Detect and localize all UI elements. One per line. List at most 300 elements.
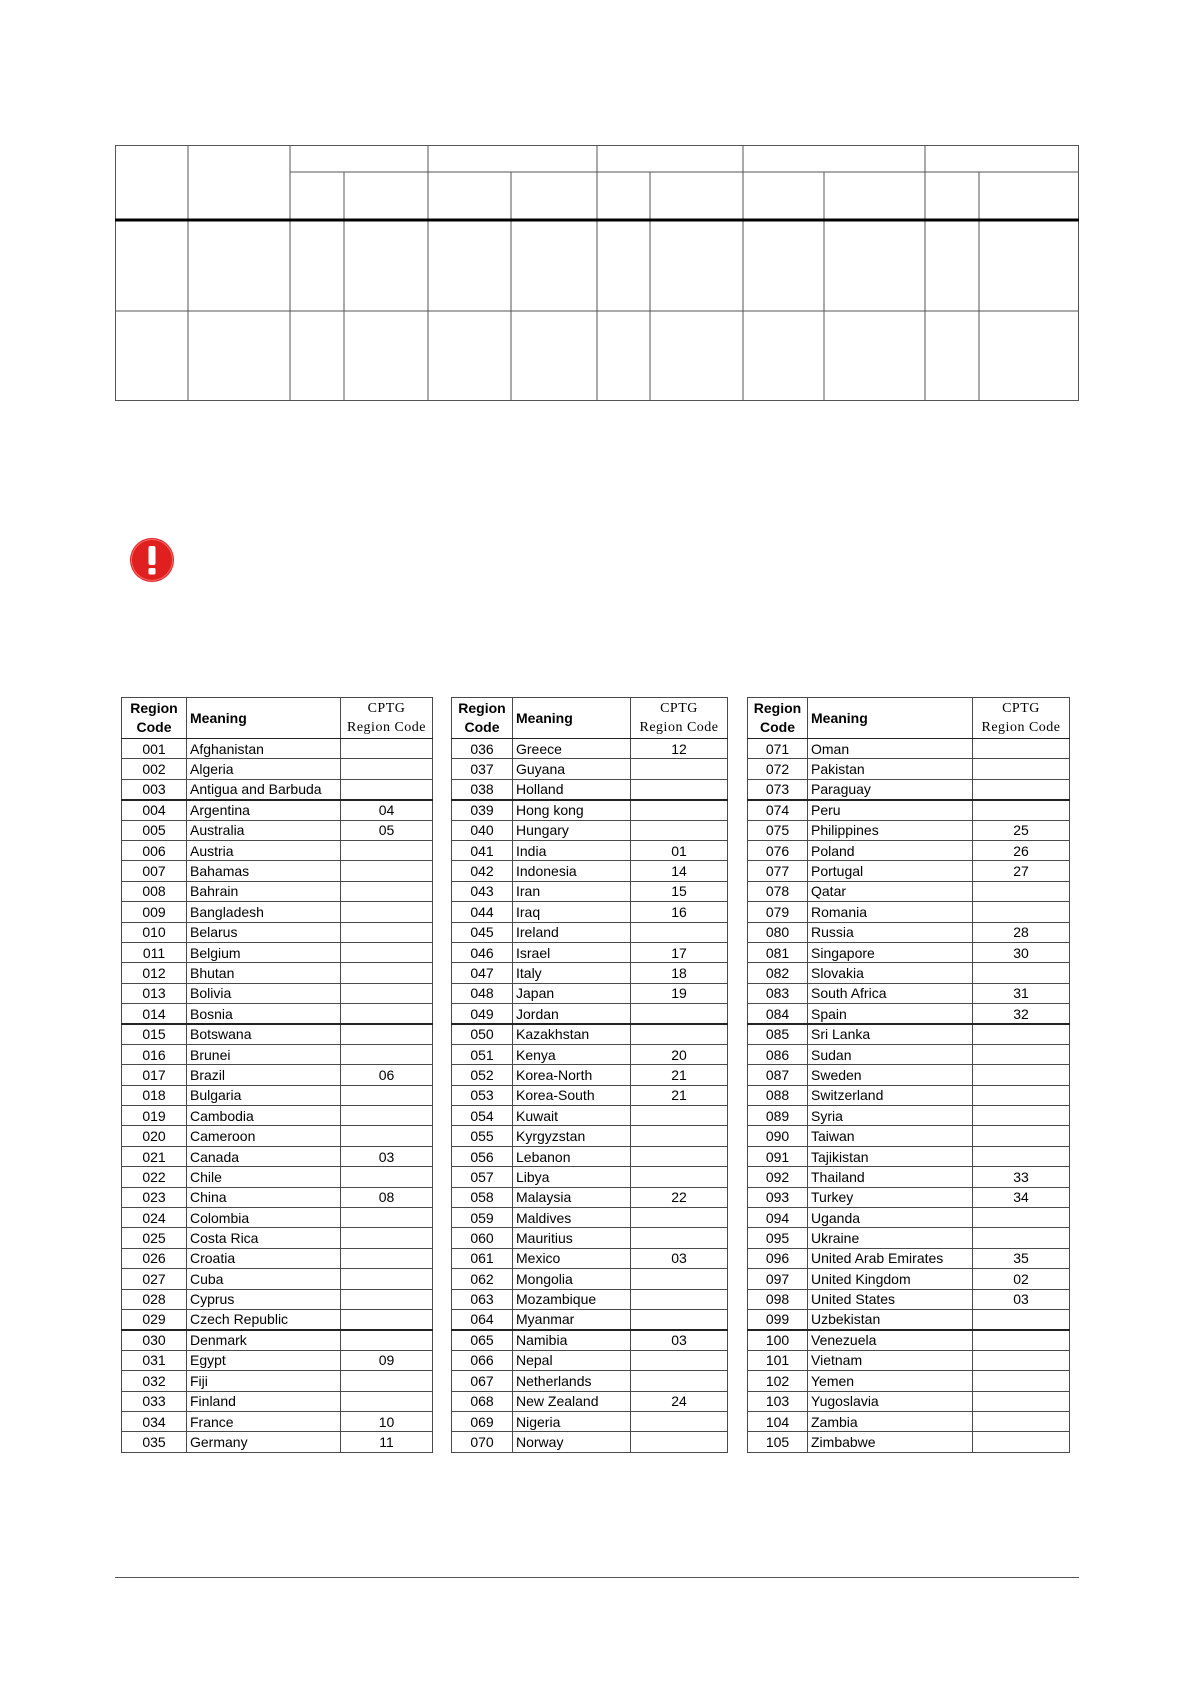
table-row [748, 1106, 1070, 1126]
meaning-cell: Lebanon [513, 1146, 631, 1166]
region-code-cell: 064 [452, 1309, 513, 1329]
meaning-cell: Kyrgyzstan [513, 1126, 631, 1146]
table-row [122, 942, 433, 962]
region-code-cell: 013 [122, 983, 187, 1003]
meaning-cell: Bangladesh [187, 902, 341, 922]
region-code-cell: 105 [748, 1432, 808, 1452]
meaning-cell: Jordan [513, 1004, 631, 1024]
cptg-code-cell [631, 1207, 728, 1227]
table-row [122, 1126, 433, 1146]
cptg-code-cell [631, 1106, 728, 1126]
table-row [452, 820, 728, 840]
meaning-cell: Japan [513, 983, 631, 1003]
meaning-cell: Greece [513, 739, 631, 759]
region-code-cell: 096 [748, 1248, 808, 1268]
region-code-cell: 023 [122, 1187, 187, 1207]
table-row [452, 1228, 728, 1248]
cptg-code-cell [973, 1432, 1070, 1452]
region-code-cell: 067 [452, 1371, 513, 1391]
table-header-row [452, 698, 728, 739]
region-code-cell: 082 [748, 963, 808, 983]
cptg-code-cell: 05 [341, 820, 433, 840]
cptg-code-cell [973, 1085, 1070, 1105]
meaning-cell: Croatia [187, 1248, 341, 1268]
region-code-cell: 101 [748, 1350, 808, 1370]
region-code-cell: 071 [748, 739, 808, 759]
meaning-cell: Antigua and Barbuda [187, 779, 341, 799]
region-code-cell: 058 [452, 1187, 513, 1207]
meaning-cell: New Zealand [513, 1391, 631, 1411]
region-code-cell: 069 [452, 1411, 513, 1431]
region-code-cell: 103 [748, 1391, 808, 1411]
cptg-code-cell: 15 [631, 881, 728, 901]
table-row [748, 1085, 1070, 1105]
table-row [452, 861, 728, 881]
cptg-code-cell [973, 881, 1070, 901]
cptg-code-cell [973, 963, 1070, 983]
region-code-cell: 081 [748, 942, 808, 962]
table-row [452, 800, 728, 820]
meaning-cell: Sri Lanka [808, 1024, 973, 1044]
region-code-cell: 017 [122, 1065, 187, 1085]
region-code-cell: 028 [122, 1289, 187, 1309]
cptg-code-cell [631, 1309, 728, 1329]
region-code-cell: 056 [452, 1146, 513, 1166]
cptg-code-cell [341, 1004, 433, 1024]
region-code-cell: 042 [452, 861, 513, 881]
cptg-code-cell: 02 [973, 1269, 1070, 1289]
cptg-code-cell [631, 1269, 728, 1289]
meaning-cell: Slovakia [808, 963, 973, 983]
table-row [452, 1207, 728, 1227]
region-code-cell: 014 [122, 1004, 187, 1024]
table-row [452, 1004, 728, 1024]
cptg-code-cell: 21 [631, 1065, 728, 1085]
cptg-code-cell [631, 820, 728, 840]
meaning-cell: Hong kong [513, 800, 631, 820]
table-row [748, 1391, 1070, 1411]
region-code-cell: 039 [452, 800, 513, 820]
table-row [452, 840, 728, 860]
table-row [748, 1228, 1070, 1248]
table-row [748, 942, 1070, 962]
cptg-code-cell [341, 1106, 433, 1126]
cptg-code-cell [341, 1289, 433, 1309]
meaning-cell: Vietnam [808, 1350, 973, 1370]
region-code-cell: 084 [748, 1004, 808, 1024]
cptg-code-cell [341, 1391, 433, 1411]
table-row [452, 881, 728, 901]
cptg-code-cell: 06 [341, 1065, 433, 1085]
header-meaning: Meaning [187, 698, 341, 739]
empty-grid-lines [115, 145, 1079, 401]
table-row [748, 1146, 1070, 1166]
region-code-cell: 044 [452, 902, 513, 922]
table-row [122, 1309, 433, 1329]
cptg-code-cell: 25 [973, 820, 1070, 840]
meaning-cell: Bulgaria [187, 1085, 341, 1105]
meaning-cell: Australia [187, 820, 341, 840]
table-row [452, 963, 728, 983]
table-row [748, 1432, 1070, 1452]
table-row [122, 1289, 433, 1309]
region-code-cell: 038 [452, 779, 513, 799]
cptg-code-cell: 24 [631, 1391, 728, 1411]
table-row [452, 1085, 728, 1105]
table-row [122, 1106, 433, 1126]
region-code-cell: 024 [122, 1207, 187, 1227]
table-row [748, 1269, 1070, 1289]
cptg-code-cell: 19 [631, 983, 728, 1003]
region-code-cell: 047 [452, 963, 513, 983]
exclamation-circle-icon [129, 537, 175, 583]
meaning-cell: Guyana [513, 759, 631, 779]
meaning-cell: Yemen [808, 1371, 973, 1391]
table-row [748, 759, 1070, 779]
table-row [452, 1065, 728, 1085]
table-row [748, 1044, 1070, 1064]
meaning-cell: Mongolia [513, 1269, 631, 1289]
meaning-cell: Nepal [513, 1350, 631, 1370]
table-row [122, 759, 433, 779]
meaning-cell: Qatar [808, 881, 973, 901]
table-row [452, 942, 728, 962]
meaning-cell: Paraguay [808, 779, 973, 799]
table-row [122, 1004, 433, 1024]
table-row [452, 1187, 728, 1207]
region-code-cell: 060 [452, 1228, 513, 1248]
cptg-code-cell: 12 [631, 739, 728, 759]
header-cptg-region-code: CPTG Region Code [631, 698, 728, 739]
table-row [748, 739, 1070, 759]
meaning-cell: Bahamas [187, 861, 341, 881]
region-code-cell: 075 [748, 820, 808, 840]
cptg-code-cell [341, 1167, 433, 1187]
table-row [748, 861, 1070, 881]
region-code-cell: 072 [748, 759, 808, 779]
cptg-code-cell [973, 1044, 1070, 1064]
table-row [122, 1350, 433, 1370]
cptg-code-cell [341, 922, 433, 942]
table-row [748, 983, 1070, 1003]
meaning-cell: United States [808, 1289, 973, 1309]
region-code-cell: 063 [452, 1289, 513, 1309]
cptg-code-cell: 09 [341, 1350, 433, 1370]
cptg-code-cell: 01 [631, 840, 728, 860]
region-code-cell: 016 [122, 1044, 187, 1064]
region-code-cell: 094 [748, 1207, 808, 1227]
meaning-cell: Poland [808, 840, 973, 860]
table-row [748, 1167, 1070, 1187]
region-code-cell: 036 [452, 739, 513, 759]
cptg-code-cell [341, 759, 433, 779]
region-code-cell: 018 [122, 1085, 187, 1105]
cptg-code-cell [631, 1411, 728, 1431]
meaning-cell: Portugal [808, 861, 973, 881]
cptg-code-cell [341, 1269, 433, 1289]
region-code-cell: 006 [122, 840, 187, 860]
table-row [748, 1024, 1070, 1044]
region-code-cell: 098 [748, 1289, 808, 1309]
meaning-cell: Colombia [187, 1207, 341, 1227]
table-row [452, 1024, 728, 1044]
meaning-cell: Israel [513, 942, 631, 962]
cptg-code-cell [973, 1371, 1070, 1391]
meaning-cell: India [513, 840, 631, 860]
region-code-cell: 079 [748, 902, 808, 922]
region-code-cell: 015 [122, 1024, 187, 1044]
cptg-code-cell [973, 1228, 1070, 1248]
meaning-cell: Italy [513, 963, 631, 983]
region-code-cell: 011 [122, 942, 187, 962]
cptg-code-cell [341, 963, 433, 983]
meaning-cell: France [187, 1411, 341, 1431]
table-row [122, 1432, 433, 1452]
region-code-cell: 092 [748, 1167, 808, 1187]
meaning-cell: Syria [808, 1106, 973, 1126]
table-row [122, 779, 433, 799]
cptg-code-cell: 08 [341, 1187, 433, 1207]
table-row [748, 902, 1070, 922]
table-row [748, 779, 1070, 799]
region-code-cell: 045 [452, 922, 513, 942]
cptg-code-cell [341, 1207, 433, 1227]
cptg-code-cell [631, 1126, 728, 1146]
meaning-cell: Bolivia [187, 983, 341, 1003]
cptg-code-cell [631, 759, 728, 779]
region-code-cell: 003 [122, 779, 187, 799]
region-code-cell: 099 [748, 1309, 808, 1329]
region-code-cell: 009 [122, 902, 187, 922]
region-code-cell: 061 [452, 1248, 513, 1268]
region-code-cell: 086 [748, 1044, 808, 1064]
table-row [748, 1065, 1070, 1085]
region-code-cell: 073 [748, 779, 808, 799]
meaning-cell: Ukraine [808, 1228, 973, 1248]
meaning-cell: Ireland [513, 922, 631, 942]
cptg-code-cell [341, 1044, 433, 1064]
cptg-code-cell [341, 739, 433, 759]
cptg-code-cell [341, 779, 433, 799]
meaning-cell: Belarus [187, 922, 341, 942]
table-row [452, 902, 728, 922]
cptg-code-cell [631, 922, 728, 942]
region-code-cell: 059 [452, 1207, 513, 1227]
cptg-code-cell [973, 1330, 1070, 1350]
table-row [452, 922, 728, 942]
meaning-cell: Czech Republic [187, 1309, 341, 1329]
meaning-cell: Netherlands [513, 1371, 631, 1391]
meaning-cell: Iran [513, 881, 631, 901]
table-row [122, 1167, 433, 1187]
meaning-cell: Sweden [808, 1065, 973, 1085]
cptg-code-cell [341, 1248, 433, 1268]
cptg-code-cell [341, 861, 433, 881]
table-row [122, 1248, 433, 1268]
cptg-code-cell [341, 1085, 433, 1105]
meaning-cell: Philippines [808, 820, 973, 840]
region-code-cell: 034 [122, 1411, 187, 1431]
cptg-code-cell: 17 [631, 942, 728, 962]
meaning-cell: Mexico [513, 1248, 631, 1268]
table-row [748, 1350, 1070, 1370]
cptg-code-cell [341, 1228, 433, 1248]
header-region-code: Region Code [452, 698, 513, 739]
region-code-cell: 085 [748, 1024, 808, 1044]
cptg-code-cell [973, 779, 1070, 799]
region-code-cell: 031 [122, 1350, 187, 1370]
region-code-cell: 026 [122, 1248, 187, 1268]
meaning-cell: Namibia [513, 1330, 631, 1350]
meaning-cell: Myanmar [513, 1309, 631, 1329]
table-row [748, 1004, 1070, 1024]
cptg-code-cell [341, 1309, 433, 1329]
meaning-cell: Malaysia [513, 1187, 631, 1207]
table-row [452, 1309, 728, 1329]
region-code-cell: 093 [748, 1187, 808, 1207]
meaning-cell: Hungary [513, 820, 631, 840]
region-code-table-1 [121, 697, 433, 1453]
meaning-cell: Denmark [187, 1330, 341, 1350]
cptg-code-cell [341, 1371, 433, 1391]
table-header-row [748, 698, 1070, 739]
region-code-cell: 010 [122, 922, 187, 942]
cptg-code-cell: 33 [973, 1167, 1070, 1187]
table-row [452, 1371, 728, 1391]
table-row [122, 1024, 433, 1044]
meaning-cell: Korea-North [513, 1065, 631, 1085]
meaning-cell: Brunei [187, 1044, 341, 1064]
region-code-cell: 089 [748, 1106, 808, 1126]
region-code-cell: 087 [748, 1065, 808, 1085]
region-code-cell: 008 [122, 881, 187, 901]
region-code-cell: 052 [452, 1065, 513, 1085]
meaning-cell: Spain [808, 1004, 973, 1024]
region-code-cell: 080 [748, 922, 808, 942]
table-row [452, 759, 728, 779]
meaning-cell: Holland [513, 779, 631, 799]
meaning-cell: Pakistan [808, 759, 973, 779]
table-row [748, 1289, 1070, 1309]
table-row [122, 840, 433, 860]
region-code-cell: 077 [748, 861, 808, 881]
cptg-code-cell: 30 [973, 942, 1070, 962]
region-code-cell: 025 [122, 1228, 187, 1248]
cptg-code-cell [341, 881, 433, 901]
table-row [452, 1167, 728, 1187]
header-region-code: Region Code [748, 698, 808, 739]
cptg-code-cell [973, 1065, 1070, 1085]
cptg-code-cell: 34 [973, 1187, 1070, 1207]
region-code-cell: 029 [122, 1309, 187, 1329]
region-code-cell: 048 [452, 983, 513, 1003]
meaning-cell: Tajikistan [808, 1146, 973, 1166]
meaning-cell: Norway [513, 1432, 631, 1452]
meaning-cell: Romania [808, 902, 973, 922]
region-code-cell: 078 [748, 881, 808, 901]
table-row [122, 1044, 433, 1064]
meaning-cell: Sudan [808, 1044, 973, 1064]
cptg-code-cell [973, 1391, 1070, 1411]
cptg-code-cell: 03 [631, 1248, 728, 1268]
region-code-cell: 055 [452, 1126, 513, 1146]
table-row [122, 1228, 433, 1248]
meaning-cell: Oman [808, 739, 973, 759]
table-row [122, 1207, 433, 1227]
cptg-code-cell [973, 1106, 1070, 1126]
meaning-cell: Chile [187, 1167, 341, 1187]
meaning-cell: Venezuela [808, 1330, 973, 1350]
meaning-cell: Argentina [187, 800, 341, 820]
table-row [748, 1309, 1070, 1329]
table-row [452, 1044, 728, 1064]
table-row [122, 800, 433, 820]
cptg-code-cell [341, 902, 433, 922]
region-code-cell: 104 [748, 1411, 808, 1431]
region-code-cell: 004 [122, 800, 187, 820]
region-code-cell: 049 [452, 1004, 513, 1024]
table-row [452, 1350, 728, 1370]
region-code-cell: 066 [452, 1350, 513, 1370]
meaning-cell: Bosnia [187, 1004, 341, 1024]
region-code-cell: 019 [122, 1106, 187, 1126]
meaning-cell: Belgium [187, 942, 341, 962]
cptg-code-cell [341, 983, 433, 1003]
region-code-cell: 030 [122, 1330, 187, 1350]
meaning-cell: Mozambique [513, 1289, 631, 1309]
cptg-code-cell: 03 [973, 1289, 1070, 1309]
region-code-cell: 022 [122, 1167, 187, 1187]
cptg-code-cell: 14 [631, 861, 728, 881]
meaning-cell: Singapore [808, 942, 973, 962]
cptg-code-cell: 28 [973, 922, 1070, 942]
meaning-cell: Canada [187, 1146, 341, 1166]
table-row [122, 983, 433, 1003]
table-row [122, 739, 433, 759]
region-code-cell: 083 [748, 983, 808, 1003]
table-row [748, 800, 1070, 820]
header-cptg-region-code: CPTG Region Code [973, 698, 1070, 739]
meaning-cell: Taiwan [808, 1126, 973, 1146]
region-code-cell: 070 [452, 1432, 513, 1452]
empty-grid-table [115, 145, 1079, 401]
cptg-code-cell: 26 [973, 840, 1070, 860]
meaning-cell: Turkey [808, 1187, 973, 1207]
table-row [452, 779, 728, 799]
cptg-code-cell [341, 1126, 433, 1146]
region-code-cell: 043 [452, 881, 513, 901]
header-meaning: Meaning [513, 698, 631, 739]
meaning-cell: Cuba [187, 1269, 341, 1289]
table-row [748, 1371, 1070, 1391]
meaning-cell: Cambodia [187, 1106, 341, 1126]
table-row [748, 1126, 1070, 1146]
table-row [748, 840, 1070, 860]
table-row [122, 922, 433, 942]
region-code-cell: 035 [122, 1432, 187, 1452]
meaning-cell: Bhutan [187, 963, 341, 983]
region-code-cell: 012 [122, 963, 187, 983]
cptg-code-cell: 03 [631, 1330, 728, 1350]
cptg-code-cell: 11 [341, 1432, 433, 1452]
meaning-cell: Korea-South [513, 1085, 631, 1105]
region-code-cell: 076 [748, 840, 808, 860]
region-code-cell: 046 [452, 942, 513, 962]
region-code-table-2 [451, 697, 728, 1453]
meaning-cell: Indonesia [513, 861, 631, 881]
meaning-cell: Afghanistan [187, 739, 341, 759]
cptg-code-cell [973, 902, 1070, 922]
